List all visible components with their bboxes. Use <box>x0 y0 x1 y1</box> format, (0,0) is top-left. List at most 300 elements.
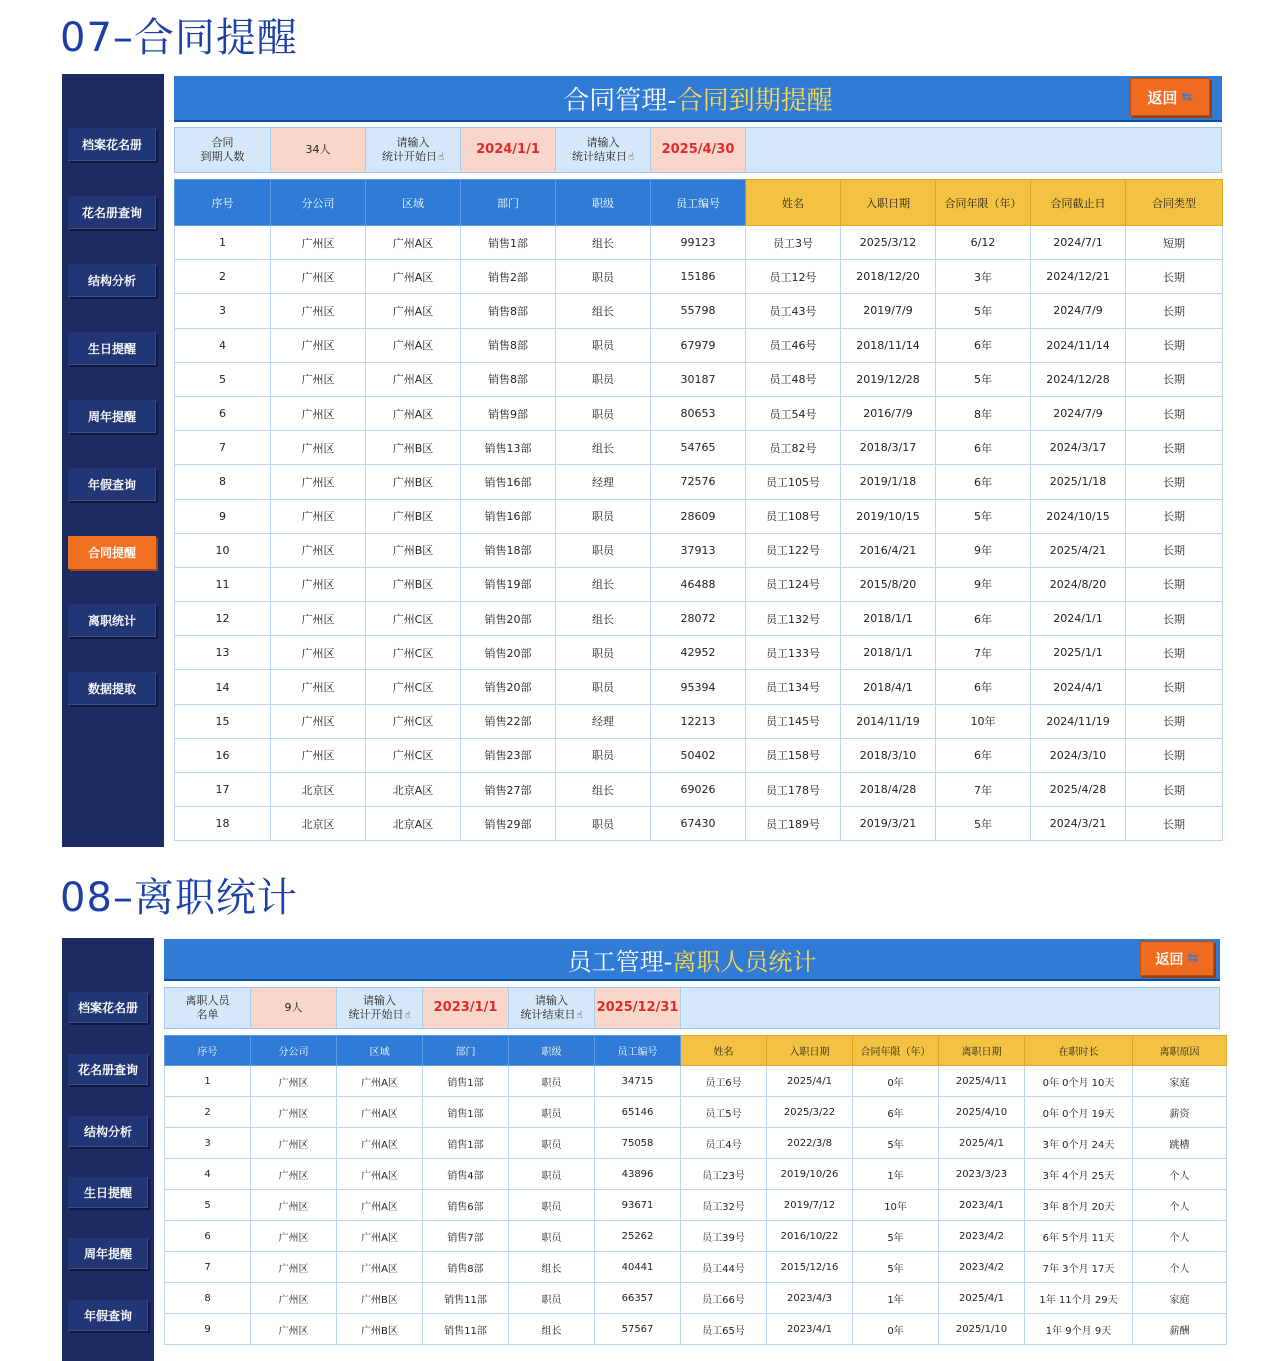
table-cell: 职员 <box>509 1097 595 1128</box>
column-header[interactable]: 职级 <box>556 180 651 226</box>
back-label: 返回 <box>1155 951 1184 968</box>
column-header[interactable]: 部门 <box>423 1036 509 1066</box>
table-cell: 6年 <box>853 1097 939 1128</box>
table-cell: 2015/8/20 <box>841 567 936 601</box>
table-cell: 广州区 <box>271 465 366 499</box>
table-cell: 广州区 <box>271 396 366 430</box>
table-cell: 职员 <box>509 1221 595 1252</box>
table-cell: 28609 <box>651 499 746 533</box>
table-cell: 销售1部 <box>461 226 556 260</box>
column-header[interactable]: 序号 <box>175 180 271 226</box>
table-cell: 职员 <box>556 533 651 567</box>
table-cell: 组长 <box>556 773 651 807</box>
table-cell: 18 <box>175 807 271 841</box>
table-cell: 6年 5个月 11天 <box>1025 1221 1133 1252</box>
table-cell: 67979 <box>651 328 746 362</box>
table-row[interactable] <box>175 533 1223 567</box>
table-cell: 40441 <box>595 1252 681 1283</box>
table-cell: 个人 <box>1133 1159 1227 1190</box>
table-cell: 15 <box>175 704 271 738</box>
table-cell: 员工133号 <box>746 636 841 670</box>
table-cell: 5年 <box>936 362 1031 396</box>
table-cell: 6年 <box>936 670 1031 704</box>
table-row[interactable] <box>165 1159 1227 1190</box>
table-cell: 69026 <box>651 773 746 807</box>
table-cell: 2019/10/26 <box>767 1159 853 1190</box>
nav-button[interactable]: 结构分析 <box>68 1116 148 1147</box>
table-cell: 9 <box>175 499 271 533</box>
table-cell: 6/12 <box>936 226 1031 260</box>
table-cell: 员工39号 <box>681 1221 767 1252</box>
table-cell: 广州区 <box>271 226 366 260</box>
table-row[interactable] <box>175 260 1223 294</box>
start-date-input[interactable]: 2023/1/1 <box>423 988 509 1028</box>
table-cell: 28072 <box>651 602 746 636</box>
table-cell: 职员 <box>556 362 651 396</box>
hand-pointer-icon: ☝ <box>437 151 445 163</box>
table-cell: 54765 <box>651 431 746 465</box>
table-row[interactable] <box>175 396 1223 430</box>
table-cell: 72576 <box>651 465 746 499</box>
table-row[interactable] <box>175 362 1223 396</box>
table-row[interactable] <box>175 704 1223 738</box>
table-cell: 销售23部 <box>461 738 556 772</box>
table-row[interactable] <box>175 602 1223 636</box>
table-cell: 7年 <box>936 636 1031 670</box>
nav-button[interactable]: 生日提醒 <box>68 1177 148 1208</box>
table-cell: 99123 <box>651 226 746 260</box>
start-date-input[interactable]: 2024/1/1 <box>461 128 556 172</box>
table-cell: 北京A区 <box>366 773 461 807</box>
table-cell: 职员 <box>509 1066 595 1097</box>
column-header[interactable]: 员工编号 <box>651 180 746 226</box>
table-cell: 职员 <box>556 499 651 533</box>
table-cell: 2024/7/1 <box>1031 226 1126 260</box>
table-cell: 员工124号 <box>746 567 841 601</box>
back-label: 返回 <box>1147 88 1178 107</box>
table-cell: 2023/4/1 <box>939 1190 1025 1221</box>
table-cell: 长期 <box>1126 362 1223 396</box>
table-cell: 销售13部 <box>461 431 556 465</box>
table-cell: 3 <box>175 294 271 328</box>
column-header[interactable]: 离职日期 <box>939 1036 1025 1066</box>
table-cell: 5年 <box>936 807 1031 841</box>
table-cell: 30187 <box>651 362 746 396</box>
table-cell: 6 <box>175 396 271 430</box>
table-cell: 销售16部 <box>461 499 556 533</box>
hand-pointer-icon: ☝ <box>627 151 635 163</box>
table-cell: 经理 <box>556 465 651 499</box>
table-cell: 短期 <box>1126 226 1223 260</box>
table-cell: 销售6部 <box>423 1190 509 1221</box>
table-cell: 北京区 <box>271 807 366 841</box>
table-cell: 家庭 <box>1133 1283 1227 1314</box>
end-date-prompt: 请输入 统计结束日☝ <box>556 128 651 172</box>
end-date-input[interactable]: 2025/12/31 <box>595 988 681 1028</box>
table-cell: 销售7部 <box>423 1221 509 1252</box>
table-cell: 5年 <box>936 499 1031 533</box>
table-cell: 80653 <box>651 396 746 430</box>
table-cell: 2025/4/11 <box>939 1066 1025 1097</box>
column-header[interactable]: 姓名 <box>681 1036 767 1066</box>
table-cell: 销售8部 <box>461 328 556 362</box>
start-date-prompt: 请输入 统计开始日☝ <box>337 988 423 1028</box>
table-cell: 15186 <box>651 260 746 294</box>
table-cell: 10年 <box>853 1190 939 1221</box>
table-cell: 12 <box>175 602 271 636</box>
table-cell: 广州B区 <box>366 533 461 567</box>
table-cell: 2019/12/28 <box>841 362 936 396</box>
table-cell: 北京A区 <box>366 807 461 841</box>
contract-table <box>174 179 1223 841</box>
table-cell: 2022/3/8 <box>767 1128 853 1159</box>
table-cell: 职员 <box>556 738 651 772</box>
column-header[interactable]: 职级 <box>509 1036 595 1066</box>
column-header[interactable]: 区域 <box>337 1036 423 1066</box>
nav-button[interactable]: 花名册查询 <box>68 1054 148 1085</box>
table-cell: 3 <box>165 1128 251 1159</box>
table-cell: 广州区 <box>271 704 366 738</box>
table-cell: 2 <box>175 260 271 294</box>
table-cell: 2023/4/1 <box>767 1314 853 1345</box>
table-row[interactable] <box>175 807 1223 841</box>
table-cell: 销售18部 <box>461 533 556 567</box>
table-cell: 销售8部 <box>461 362 556 396</box>
table-cell: 9年 <box>936 533 1031 567</box>
table-row[interactable] <box>165 1283 1227 1314</box>
table-cell: 员工189号 <box>746 807 841 841</box>
table-cell: 经理 <box>556 704 651 738</box>
table-cell: 广州A区 <box>337 1252 423 1283</box>
column-header[interactable]: 序号 <box>165 1036 251 1066</box>
table-cell: 6年 <box>936 738 1031 772</box>
table-cell: 广州B区 <box>366 465 461 499</box>
table-cell: 广州A区 <box>366 396 461 430</box>
table-cell: 员工4号 <box>681 1128 767 1159</box>
table-cell: 37913 <box>651 533 746 567</box>
nav-button[interactable]: 生日提醒 <box>68 332 156 365</box>
table-cell: 广州A区 <box>337 1221 423 1252</box>
table-row[interactable] <box>165 1066 1227 1097</box>
table-cell: 员工145号 <box>746 704 841 738</box>
table-cell: 2025/1/18 <box>1031 465 1126 499</box>
column-header[interactable]: 入职日期 <box>767 1036 853 1066</box>
table-cell: 广州C区 <box>366 704 461 738</box>
resigned-count-label: 离职人员 名单 <box>165 988 251 1028</box>
column-header[interactable]: 合同类型 <box>1126 180 1223 226</box>
table-cell: 家庭 <box>1133 1066 1227 1097</box>
end-date-input[interactable]: 2025/4/30 <box>651 128 746 172</box>
table-cell: 16 <box>175 738 271 772</box>
table-row[interactable] <box>165 1314 1227 1345</box>
table-cell: 个人 <box>1133 1190 1227 1221</box>
hand-pointer-icon: ☝ <box>404 1009 411 1021</box>
table-cell: 2018/4/28 <box>841 773 936 807</box>
table-row[interactable] <box>175 670 1223 704</box>
nav-button[interactable]: 合同提醒 <box>68 536 156 569</box>
table-cell: 2023/3/23 <box>939 1159 1025 1190</box>
table-cell: 2024/12/21 <box>1031 260 1126 294</box>
nav-button[interactable]: 周年提醒 <box>68 400 156 433</box>
table-cell: 广州A区 <box>366 362 461 396</box>
table-cell: 5年 <box>936 294 1031 328</box>
table-cell: 5年 <box>853 1128 939 1159</box>
end-date-prompt: 请输入 统计结束日☝ <box>509 988 595 1028</box>
table-row[interactable] <box>165 1097 1227 1128</box>
table-cell: 14 <box>175 670 271 704</box>
table-cell: 跳槽 <box>1133 1128 1227 1159</box>
table-cell: 广州C区 <box>366 670 461 704</box>
header-bar-08 <box>164 939 1220 981</box>
table-cell: 广州C区 <box>366 738 461 772</box>
table-cell: 销售1部 <box>423 1066 509 1097</box>
table-cell: 长期 <box>1126 294 1223 328</box>
table-cell: 职员 <box>556 670 651 704</box>
column-header[interactable]: 姓名 <box>746 180 841 226</box>
table-cell: 员工178号 <box>746 773 841 807</box>
table-row[interactable] <box>175 294 1223 328</box>
table-cell: 销售4部 <box>423 1159 509 1190</box>
nav-button[interactable]: 周年提醒 <box>68 1238 148 1269</box>
table-cell: 销售2部 <box>461 260 556 294</box>
table-cell: 2025/3/22 <box>767 1097 853 1128</box>
table-cell: 组长 <box>556 226 651 260</box>
nav-button[interactable]: 年假查询 <box>68 468 156 501</box>
table-cell: 5 <box>165 1190 251 1221</box>
table-cell: 广州区 <box>251 1221 337 1252</box>
table-cell: 95394 <box>651 670 746 704</box>
table-cell: 13 <box>175 636 271 670</box>
table-row[interactable] <box>165 1190 1227 1221</box>
table-cell: 2025/1/1 <box>1031 636 1126 670</box>
table-cell: 2025/4/1 <box>939 1283 1025 1314</box>
table-cell: 广州A区 <box>366 294 461 328</box>
column-header[interactable]: 入职日期 <box>841 180 936 226</box>
table-cell: 93671 <box>595 1190 681 1221</box>
table-cell: 6年 <box>936 465 1031 499</box>
column-header[interactable]: 员工编号 <box>595 1036 681 1066</box>
table-header-row <box>175 180 1223 226</box>
table-cell: 25262 <box>595 1221 681 1252</box>
table-cell: 广州A区 <box>366 226 461 260</box>
table-cell: 员工108号 <box>746 499 841 533</box>
nav-button[interactable]: 档案花名册 <box>68 992 148 1023</box>
table-row[interactable] <box>165 1252 1227 1283</box>
table-cell: 2018/4/1 <box>841 670 936 704</box>
table-cell: 职员 <box>509 1190 595 1221</box>
table-cell: 广州区 <box>251 1283 337 1314</box>
table-cell: 销售20部 <box>461 636 556 670</box>
table-cell: 组长 <box>556 294 651 328</box>
table-cell: 广州区 <box>271 602 366 636</box>
table-cell: 5年 <box>853 1252 939 1283</box>
column-header[interactable]: 合同年限（年） <box>936 180 1031 226</box>
table-cell: 长期 <box>1126 396 1223 430</box>
table-cell: 员工122号 <box>746 533 841 567</box>
table-cell: 员工65号 <box>681 1314 767 1345</box>
table-cell: 长期 <box>1126 328 1223 362</box>
table-row[interactable] <box>175 567 1223 601</box>
table-cell: 6年 <box>936 602 1031 636</box>
table-cell: 广州B区 <box>337 1283 423 1314</box>
table-cell: 广州B区 <box>366 567 461 601</box>
table-cell: 2019/7/9 <box>841 294 936 328</box>
table-cell: 6年 <box>936 328 1031 362</box>
table-cell: 3年 <box>936 260 1031 294</box>
table-cell: 2019/10/15 <box>841 499 936 533</box>
table-cell: 广州区 <box>251 1314 337 1345</box>
info-row-08 <box>164 987 1220 1029</box>
table-cell: 34715 <box>595 1066 681 1097</box>
section-title-08: 08–离职统计 <box>60 875 298 921</box>
column-header[interactable]: 合同年限（年） <box>853 1036 939 1066</box>
expiring-count-label: 合同 到期人数 <box>175 128 271 172</box>
table-cell: 2024/8/20 <box>1031 567 1126 601</box>
table-row[interactable] <box>175 738 1223 772</box>
table-cell: 长期 <box>1126 499 1223 533</box>
table-cell: 57567 <box>595 1314 681 1345</box>
table-cell: 1 <box>175 226 271 260</box>
table-cell: 广州A区 <box>337 1066 423 1097</box>
table-row[interactable] <box>165 1221 1227 1252</box>
nav-button[interactable]: 离职统计 <box>68 604 156 637</box>
table-cell: 员工32号 <box>681 1190 767 1221</box>
table-row[interactable] <box>175 431 1223 465</box>
table-cell: 广州区 <box>251 1159 337 1190</box>
table-cell: 2024/10/15 <box>1031 499 1126 533</box>
column-header[interactable]: 分公司 <box>251 1036 337 1066</box>
table-cell: 薪资 <box>1133 1097 1227 1128</box>
back-button-07[interactable] <box>1130 78 1210 116</box>
table-cell: 67430 <box>651 807 746 841</box>
table-cell: 9年 <box>936 567 1031 601</box>
table-cell: 2024/11/19 <box>1031 704 1126 738</box>
table-cell: 广州区 <box>271 431 366 465</box>
table-cell: 6年 <box>936 431 1031 465</box>
table-cell: 员工54号 <box>746 396 841 430</box>
table-cell: 广州区 <box>271 294 366 328</box>
table-cell: 广州区 <box>271 260 366 294</box>
table-row[interactable] <box>175 465 1223 499</box>
table-row[interactable] <box>175 773 1223 807</box>
table-cell: 销售8部 <box>423 1252 509 1283</box>
table-cell: 广州A区 <box>337 1190 423 1221</box>
table-cell: 广州区 <box>271 567 366 601</box>
header-title-highlight: 离职人员统计 <box>672 947 817 976</box>
table-cell: 2025/4/21 <box>1031 533 1126 567</box>
table-cell: 职员 <box>556 328 651 362</box>
table-cell: 员工3号 <box>746 226 841 260</box>
table-cell: 5 <box>175 362 271 396</box>
table-cell: 个人 <box>1133 1221 1227 1252</box>
table-row[interactable] <box>175 636 1223 670</box>
table-cell: 广州区 <box>251 1190 337 1221</box>
table-cell: 2018/1/1 <box>841 602 936 636</box>
table-cell: 销售27部 <box>461 773 556 807</box>
nav-button[interactable]: 年假查询 <box>68 1300 148 1331</box>
table-row[interactable] <box>175 226 1223 260</box>
column-header[interactable]: 部门 <box>461 180 556 226</box>
header-bar-07 <box>174 76 1222 122</box>
table-cell: 职员 <box>509 1283 595 1314</box>
sidebar-07 <box>62 74 164 847</box>
column-header[interactable]: 离职原因 <box>1133 1036 1227 1066</box>
table-cell: 长期 <box>1126 567 1223 601</box>
table-cell: 销售20部 <box>461 670 556 704</box>
table-cell: 3年 8个月 20天 <box>1025 1190 1133 1221</box>
table-cell: 1 <box>165 1066 251 1097</box>
resignation-table <box>164 1035 1227 1345</box>
table-cell: 广州B区 <box>366 499 461 533</box>
nav-button[interactable]: 数据提取 <box>68 672 156 705</box>
table-cell: 7年 3个月 17天 <box>1025 1252 1133 1283</box>
table-cell: 11 <box>175 567 271 601</box>
table-cell: 长期 <box>1126 602 1223 636</box>
table-cell: 2019/1/18 <box>841 465 936 499</box>
table-row[interactable] <box>175 328 1223 362</box>
table-cell: 长期 <box>1126 465 1223 499</box>
table-cell: 广州A区 <box>366 328 461 362</box>
swap-arrows-icon: ⇆ <box>1187 951 1199 966</box>
column-header[interactable]: 在职时长 <box>1025 1036 1133 1066</box>
table-row[interactable] <box>175 499 1223 533</box>
header-title-main: 员工管理- <box>567 947 673 976</box>
info-spacer <box>746 128 1221 172</box>
expiring-count-value: 34人 <box>271 128 366 172</box>
column-header[interactable]: 区域 <box>366 180 461 226</box>
table-cell: 广州区 <box>271 362 366 396</box>
nav-button[interactable]: 结构分析 <box>68 264 156 297</box>
table-cell: 1年 <box>853 1159 939 1190</box>
table-cell: 销售20部 <box>461 602 556 636</box>
table-cell: 长期 <box>1126 704 1223 738</box>
column-header[interactable]: 合同截止日 <box>1031 180 1126 226</box>
table-cell: 2018/1/1 <box>841 636 936 670</box>
nav-button[interactable]: 花名册查询 <box>68 196 156 229</box>
table-cell: 7 <box>165 1252 251 1283</box>
swap-arrows-icon: ⇆ <box>1181 89 1193 105</box>
table-cell: 2016/4/21 <box>841 533 936 567</box>
table-cell: 2016/7/9 <box>841 396 936 430</box>
table-cell: 广州区 <box>271 533 366 567</box>
table-cell: 长期 <box>1126 636 1223 670</box>
nav-button[interactable]: 档案花名册 <box>68 128 156 161</box>
table-cell: 2018/12/20 <box>841 260 936 294</box>
table-cell: 广州区 <box>251 1252 337 1283</box>
table-cell: 2014/11/19 <box>841 704 936 738</box>
table-cell: 2015/12/16 <box>767 1252 853 1283</box>
table-cell: 7年 <box>936 773 1031 807</box>
back-button-08[interactable] <box>1140 941 1214 976</box>
table-cell: 2018/11/14 <box>841 328 936 362</box>
table-cell: 销售29部 <box>461 807 556 841</box>
table-cell: 广州C区 <box>366 636 461 670</box>
table-cell: 广州A区 <box>337 1097 423 1128</box>
table-cell: 2024/3/21 <box>1031 807 1126 841</box>
table-cell: 广州B区 <box>337 1314 423 1345</box>
table-cell: 4 <box>165 1159 251 1190</box>
table-cell: 员工105号 <box>746 465 841 499</box>
table-cell: 2025/4/1 <box>767 1066 853 1097</box>
table-cell: 50402 <box>651 738 746 772</box>
table-cell: 10年 <box>936 704 1031 738</box>
table-cell: 广州区 <box>271 636 366 670</box>
table-row[interactable] <box>165 1128 1227 1159</box>
table-cell: 2025/4/1 <box>939 1128 1025 1159</box>
table-cell: 6 <box>165 1221 251 1252</box>
table-cell: 2 <box>165 1097 251 1128</box>
column-header[interactable]: 分公司 <box>271 180 366 226</box>
